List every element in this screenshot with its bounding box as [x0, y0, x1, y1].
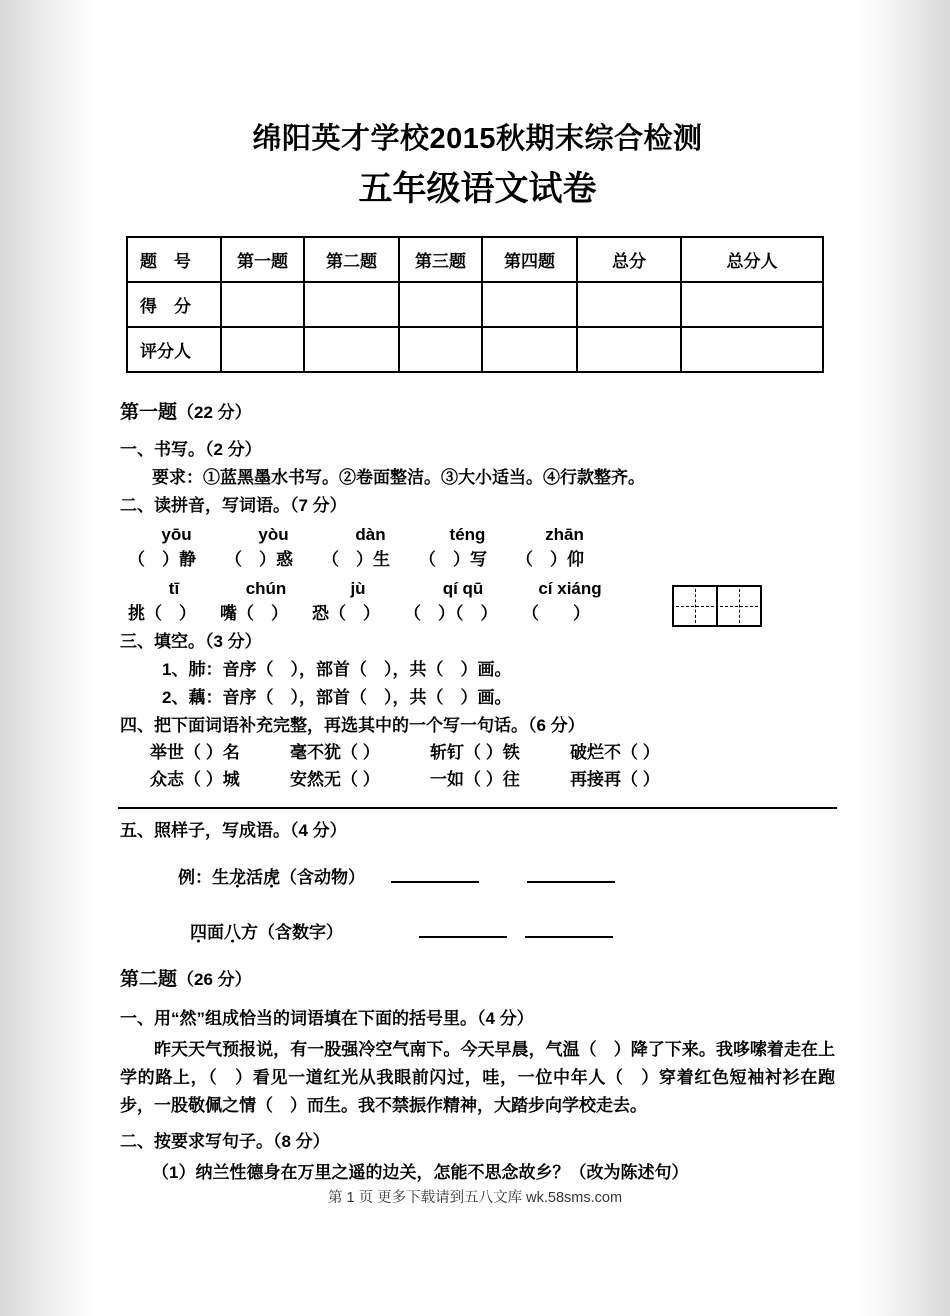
- part1-heading: [120, 397, 835, 424]
- answer-blank: [527, 865, 615, 883]
- part1-q1-requirements: 要求：①蓝黑墨水书写。②卷面整洁。③大小适当。④行款整齐。: [152, 468, 645, 487]
- part1-q3-item1: 1、肺：音序（ ），部首（ ），共（ ）画。: [162, 660, 512, 679]
- answer-blank: [391, 865, 479, 883]
- part1-heading-score: （22 分）: [177, 403, 252, 422]
- score-cell-empty: [681, 282, 823, 327]
- header-cell-total: 总分: [577, 237, 681, 282]
- part2-q1-passage: 昨天天气预报说，有一股强冷空气南下。今天早晨，气温（ ）降了下来。我哆嗦着走在上学的路上，（ ）看见一道红光从我眼前闪过，哇，一位中年人（ ）穿着红色短袖衬衫在跑步，一股敬佩之情（ ）而生。我不禁振作精神，大踏步向学校走去。: [120, 1040, 835, 1115]
- pinyin-syllable: chún: [245, 579, 287, 598]
- task-text: 面: [207, 923, 224, 942]
- idiom-blank: 众志（ ）城: [150, 770, 240, 789]
- section-divider-line: [118, 807, 837, 809]
- word-blank: （ ）静: [128, 550, 196, 569]
- score-table: [126, 236, 824, 373]
- part1-q1-label: 一、书写。（2 分）: [120, 440, 262, 459]
- grader-row: [127, 327, 823, 372]
- grader-cell-empty: [221, 327, 304, 372]
- score-cell-empty: [221, 282, 304, 327]
- part1-q2-label: 二、读拼音，写词语。（7 分）: [120, 496, 347, 515]
- grader-row-label: 评分人: [127, 327, 221, 372]
- pinyin-row-1: [120, 523, 835, 546]
- header-cell-part4: 第四题: [482, 237, 577, 282]
- answer-blank: [419, 920, 507, 938]
- exam-title: 绵阳英才学校2015秋期末综合检测: [252, 123, 703, 155]
- answer-blank: [525, 920, 613, 938]
- example-text-emphasized: 虎 ●: [263, 864, 280, 891]
- score-row-label: 得 分: [127, 282, 221, 327]
- task-text: 方: [241, 923, 258, 942]
- pinyin-syllable: dàn: [355, 525, 386, 544]
- idiom-blank: 再接再（ ）: [570, 770, 660, 789]
- idiom-blank: 安然无（ ）: [290, 770, 380, 789]
- score-row: [127, 282, 823, 327]
- exam-subtitle: 五年级语文试卷: [358, 170, 597, 208]
- part2-heading-title: 第二题: [120, 969, 178, 990]
- example-text: 活: [246, 868, 263, 887]
- word-blank: （ ）写: [419, 550, 487, 569]
- part2-heading-score: （26 分）: [177, 970, 252, 989]
- pinyin-syllable: yōu: [161, 525, 192, 544]
- pinyin-syllable: qí qū: [442, 579, 484, 598]
- pinyin-syllable: tī: [168, 579, 180, 598]
- part1-q3-item2: 2、藕：音序（ ），部首（ ），共（ ）画。: [162, 688, 512, 707]
- part1-heading-title: 第一题: [120, 402, 178, 423]
- grader-cell-empty: [681, 327, 823, 372]
- example-text: （含动物）: [280, 868, 365, 887]
- part2-q1-label: 一、用“然”组成恰当的词语填在下面的括号里。（4 分）: [120, 1009, 534, 1028]
- grader-cell-empty: [399, 327, 482, 372]
- idiom-fill-row-2: [120, 766, 835, 793]
- score-cell-empty: [399, 282, 482, 327]
- grader-cell-empty: [304, 327, 399, 372]
- part1-q3-label: 三、填空。（3 分）: [120, 632, 262, 651]
- example-text: 例：生: [178, 868, 229, 887]
- part1-q4-label: 四、把下面词语补充完整，再选其中的一个写一句话。（6 分）: [120, 716, 585, 735]
- score-cell-empty: [482, 282, 577, 327]
- score-cell-empty: [304, 282, 399, 327]
- header-cell-part1: 第一题: [221, 237, 304, 282]
- pinyin-syllable: téng: [449, 525, 486, 544]
- word-blank: （ ）惑: [225, 550, 293, 569]
- part2-q2-item1: （1）纳兰性德身在万里之遥的边关，怎能不思念故乡？（改为陈述句）: [152, 1163, 689, 1182]
- idiom-example-line: [120, 864, 835, 891]
- pinyin-syllable: jù: [350, 579, 366, 598]
- word-blank: （ ）仰: [516, 550, 584, 569]
- header-cell-part2: 第二题: [304, 237, 399, 282]
- idiom-task-line: [120, 919, 835, 946]
- word-blank: 挑（ ）: [128, 604, 196, 623]
- idiom-fill-row-1: [120, 739, 835, 766]
- tianzige-cell: [716, 585, 762, 627]
- score-cell-empty: [577, 282, 681, 327]
- word-blank: 恐（ ）: [312, 604, 380, 623]
- word-blank: （ ）（ ）: [404, 604, 498, 623]
- tianzige-cell: [672, 585, 718, 627]
- idiom-blank: 一如（ ）往: [430, 770, 520, 789]
- part2-q2-label: 二、按要求写句子。（8 分）: [120, 1132, 330, 1151]
- example-text-emphasized: 龙 ●: [229, 864, 246, 891]
- idiom-blank: 毫不犹（ ）: [290, 743, 380, 762]
- pinyin-syllable: cí xiáng: [538, 579, 602, 598]
- character-practice-grid: [672, 585, 762, 627]
- page-footer: 第 1 页 更多下载请到五八文库 wk.58sms.com: [327, 1190, 623, 1206]
- header-cell-grader-total: 总分人: [681, 237, 823, 282]
- word-blank: （ ）生: [322, 550, 390, 569]
- pinyin-syllable: yòu: [258, 525, 289, 544]
- word-row-1: [120, 546, 835, 573]
- score-table-header-row: [127, 237, 823, 282]
- part1-q5-label: 五、照样子，写成语。（4 分）: [120, 821, 347, 840]
- idiom-blank: 破烂不（ ）: [570, 743, 660, 762]
- idiom-blank: 举世（ ）名: [150, 743, 240, 762]
- header-cell-question-no: 题 号: [127, 237, 221, 282]
- word-blank: 嘴（ ）: [220, 604, 288, 623]
- task-text-emphasized: 四 ●: [190, 919, 207, 946]
- header-cell-part3: 第三题: [399, 237, 482, 282]
- task-text: （含数字）: [258, 923, 343, 942]
- idiom-blank: 斩钉（ ）铁: [430, 743, 520, 762]
- grader-cell-empty: [577, 327, 681, 372]
- task-text-emphasized: 八 ●: [224, 919, 241, 946]
- pinyin-syllable: zhān: [545, 525, 584, 544]
- part2-heading: [120, 964, 835, 991]
- grader-cell-empty: [482, 327, 577, 372]
- word-blank: （ ）: [522, 604, 590, 623]
